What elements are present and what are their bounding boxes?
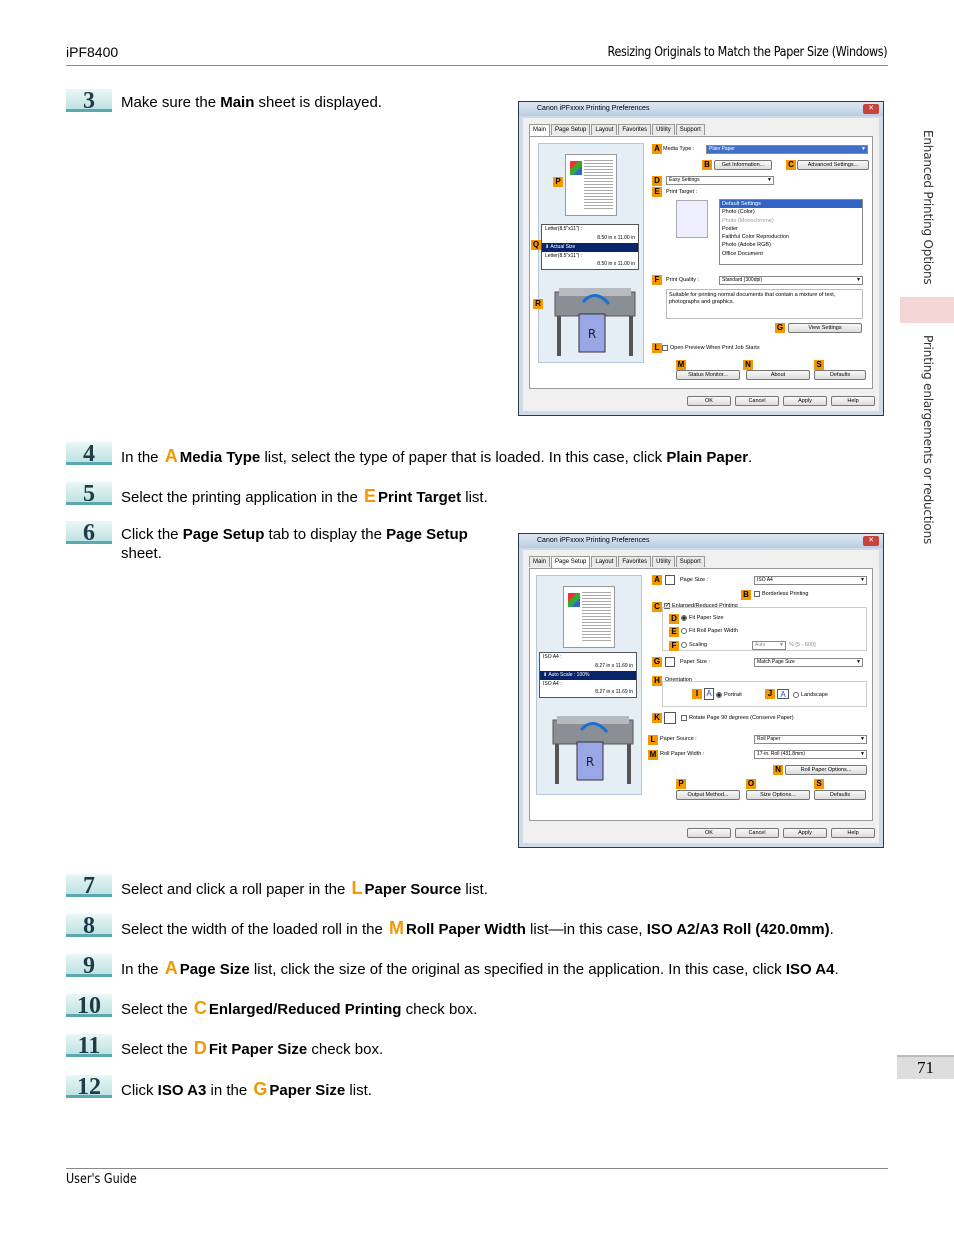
list-item[interactable]: Faithful Color Reproduction [722,234,789,241]
size-options-button[interactable]: Size Options... [746,790,810,800]
footer-guide-title: User's Guide [66,1172,137,1187]
step-badge-9: 9 [66,954,112,980]
label-s: S [814,360,824,370]
page-size-icon [665,575,675,585]
media-type-select[interactable]: Plain Paper ▼ [706,145,868,154]
output-method-button[interactable]: Output Method... [676,790,740,800]
close-icon[interactable]: ✕ [863,104,879,114]
page-preview [565,154,617,216]
tab-layout[interactable]: Layout [591,556,617,567]
label-g: G [776,323,784,332]
side-active-marker [900,297,954,323]
label-e: E [652,187,662,197]
label-m: M [649,750,657,759]
step-text-12: Click ISO A3 in the G Paper Size list. [121,1079,372,1099]
label-j: J [765,689,775,699]
tab-page-setup[interactable]: Page Setup [551,556,590,568]
borderless-checkbox[interactable]: Borderless Printing [754,590,808,599]
printer-illustration [547,706,639,790]
label-b: B [702,160,712,170]
tab-layout[interactable]: Layout [591,124,617,135]
scaling-stepper[interactable]: Auto ▼ [752,641,786,650]
defaults-button[interactable]: Defaults [814,790,866,800]
paper-source-select[interactable]: Roll Paper ▼ [754,735,867,744]
dialog-title-bar: Canon iPFxxxx Printing Preferences ✕ [519,102,883,116]
media-type-label: Media Type : [663,146,695,152]
paper-source-label: Paper Source : [660,736,697,742]
tab-favorites[interactable]: Favorites [618,124,651,135]
label-m: M [677,360,685,369]
defaults-button[interactable]: Defaults [814,370,866,380]
label-l: L [652,343,662,353]
tab-utility[interactable]: Utility [652,556,675,567]
label-a: A [652,144,662,154]
step-text-11: Select the D Fit Paper Size check box. [121,1038,384,1058]
scaling-range: % [5 - 600] [789,642,816,648]
step-text-7: Select and click a roll paper in the L Paper Source list. [121,878,488,898]
about-button[interactable]: About [746,370,810,380]
landscape-icon: A [777,689,789,699]
portrait-icon: A [704,688,714,700]
page-size-select[interactable]: ISO A4 ▼ [754,576,867,585]
printer-illustration [549,278,641,362]
preview-panel [538,143,644,363]
step-badge-8: 8 [66,914,112,940]
ok-button[interactable]: OK [687,396,731,406]
printing-preferences-dialog-main [518,101,884,416]
label-f: F [652,275,662,285]
side-chapter-label: Enhanced Printing Options [921,130,935,285]
list-item[interactable]: Default Settings [720,200,862,208]
roll-width-select[interactable]: 17-in. Roll (431.8mm) ▼ [754,750,867,759]
label-p: P [676,779,686,789]
step-text-9: In the A Page Size list, click the size of the original as specified in the application. In this case, click ISO A4. [121,958,839,978]
step-badge-4: 4 [66,442,112,468]
quality-description: Suitable for printing normal documents that contain a mixture of text, photographs and graphics. [666,289,863,319]
label-k: K [652,713,662,723]
step-badge-3: 3 [66,89,112,115]
label-d: D [652,176,662,186]
label-o: O [747,779,755,788]
tab-utility[interactable]: Utility [652,124,675,135]
close-icon[interactable]: ✕ [863,536,879,546]
label-p: P [553,177,563,187]
get-information-button[interactable]: Get Information... [714,160,772,170]
page-preview [563,586,615,648]
label-q: Q [532,240,540,249]
landscape-radio[interactable]: Landscape [793,691,828,700]
label-n: N [743,360,753,370]
header-divider [66,65,888,66]
page-size-label: Page Size : [680,577,709,583]
side-section-label: Printing enlargements or reductions [921,335,935,545]
printing-preferences-dialog-page-setup [518,533,884,848]
apply-button[interactable]: Apply [783,828,827,838]
tab-main[interactable]: Main [529,556,550,567]
svg-text:R: R [585,755,595,769]
step-text-3: Make sure the Main sheet is displayed. [121,94,382,111]
label-l: L [648,735,658,745]
label-b: B [741,590,751,600]
label-a: A [652,575,662,585]
label-s: S [814,779,824,789]
label-h: H [652,676,662,686]
tab-support[interactable]: Support [676,556,705,567]
paper-size-select[interactable]: Match Page Size ▼ [754,658,863,667]
size-info-box: Letter(8.5"x11") : 8.50 in x 11.00 in ⬇ Actual Size Letter(8.5"x11") : 8.50 in x 11.00 in [541,224,639,270]
tab-page-setup[interactable]: Page Setup [551,124,590,135]
label-n: N [773,765,783,775]
rotate-icon [664,712,676,724]
ok-button[interactable]: OK [687,828,731,838]
step-badge-12: 12 [66,1075,112,1101]
step-text-4: In the A Media Type list, select the type of paper that is loaded. In this case, click Plain Paper. [121,446,753,466]
list-item[interactable]: Photo (Color) [722,209,755,216]
list-item[interactable]: Office Document [722,250,763,257]
orientation-label: Orientation [665,677,692,683]
preview-panel [536,575,642,795]
status-monitor-button[interactable]: Status Monitor... [676,370,740,380]
step-text-8: Select the width of the loaded roll in the M Roll Paper Width list—in this case, ISO A2/A3 Roll (420.0mm). [121,918,834,938]
paper-size-icon [665,657,675,667]
list-item[interactable]: Photo (Adobe RGB) [722,242,771,249]
tab-bar [529,124,706,136]
header-product: iPF8400 [66,44,119,60]
label-c: C [786,160,796,170]
step-badge-11: 11 [66,1034,112,1060]
step-text-5: Select the printing application in the E Print Target list. [121,486,488,506]
main-sheet [529,136,873,389]
list-item[interactable]: Photo (Monochrome) [722,217,774,224]
page-number: 71 [897,1055,954,1079]
step-badge-5: 5 [66,482,112,508]
fit-roll-width-radio[interactable]: Fit Roll Paper Width [681,627,738,636]
step-text-10: Select the C Enlarged/Reduced Printing check box. [121,998,478,1018]
label-f: F [669,641,679,651]
tab-bar [529,556,706,568]
apply-button[interactable]: Apply [783,396,827,406]
print-quality-label: Print Quality : [666,277,700,283]
roll-width-label: Roll Paper Width : [660,751,705,757]
size-info-box: ISO A4 : 8.27 in x 11.69 in ⬇ Auto Scale : 100% ISO A4 : 8.27 in x 11.69 in [539,652,637,698]
view-settings-button[interactable]: View Settings [788,323,862,333]
tab-support[interactable]: Support [676,124,705,135]
easy-settings-select[interactable]: Easy Settings ▼ [666,176,774,185]
page-setup-sheet [529,568,873,821]
print-quality-select[interactable]: Standard (300dpi) ▼ [719,276,863,285]
label-i: I [692,689,702,699]
header-section-title: Resizing Originals to Match the Paper Size (Windows) [607,45,887,60]
help-button[interactable]: Help [831,396,875,406]
fit-paper-size-radio[interactable]: Fit Paper Size [681,614,724,623]
footer-divider [66,1168,888,1169]
step-badge-7: 7 [66,874,112,900]
roll-paper-options-button[interactable]: Roll Paper Options... [785,765,867,775]
enlarged-reduced-checkbox[interactable]: ✓ Enlarged/Reduced Printing [665,602,738,609]
label-e: E [669,627,679,637]
open-preview-checkbox[interactable]: Open Preview When Print Job Starts [662,344,760,353]
step-badge-10: 10 [66,994,112,1020]
label-g: G [653,657,661,666]
step-badge-6: 6 [66,521,112,547]
cancel-button[interactable]: Cancel [735,828,779,838]
print-target-label: Print Target : [666,189,698,195]
print-target-list[interactable] [719,199,863,265]
label-c: C [652,602,662,612]
list-item[interactable]: Poster [722,225,738,232]
rotate-checkbox[interactable]: Rotate Page 90 degrees (Conserve Paper) [681,714,794,723]
label-d: D [669,614,679,624]
help-button[interactable]: Help [831,828,875,838]
dialog-title-bar: Canon iPFxxxx Printing Preferences ✕ [519,534,883,548]
side-navigation [921,130,941,550]
svg-text:R: R [587,327,597,341]
paper-size-label: Paper Size : [680,659,710,665]
advanced-settings-button[interactable]: Advanced Settings... [797,160,869,170]
tab-favorites[interactable]: Favorites [618,556,651,567]
scaling-radio[interactable]: Scaling [681,641,707,650]
print-target-thumbnail [676,200,708,238]
label-r: R [533,299,543,309]
cancel-button[interactable]: Cancel [735,396,779,406]
portrait-radio[interactable]: Portrait [716,691,742,700]
tab-main[interactable]: Main [529,124,550,136]
step-text-6: Click the Page Setup tab to display the Page Setup sheet. [121,526,468,562]
